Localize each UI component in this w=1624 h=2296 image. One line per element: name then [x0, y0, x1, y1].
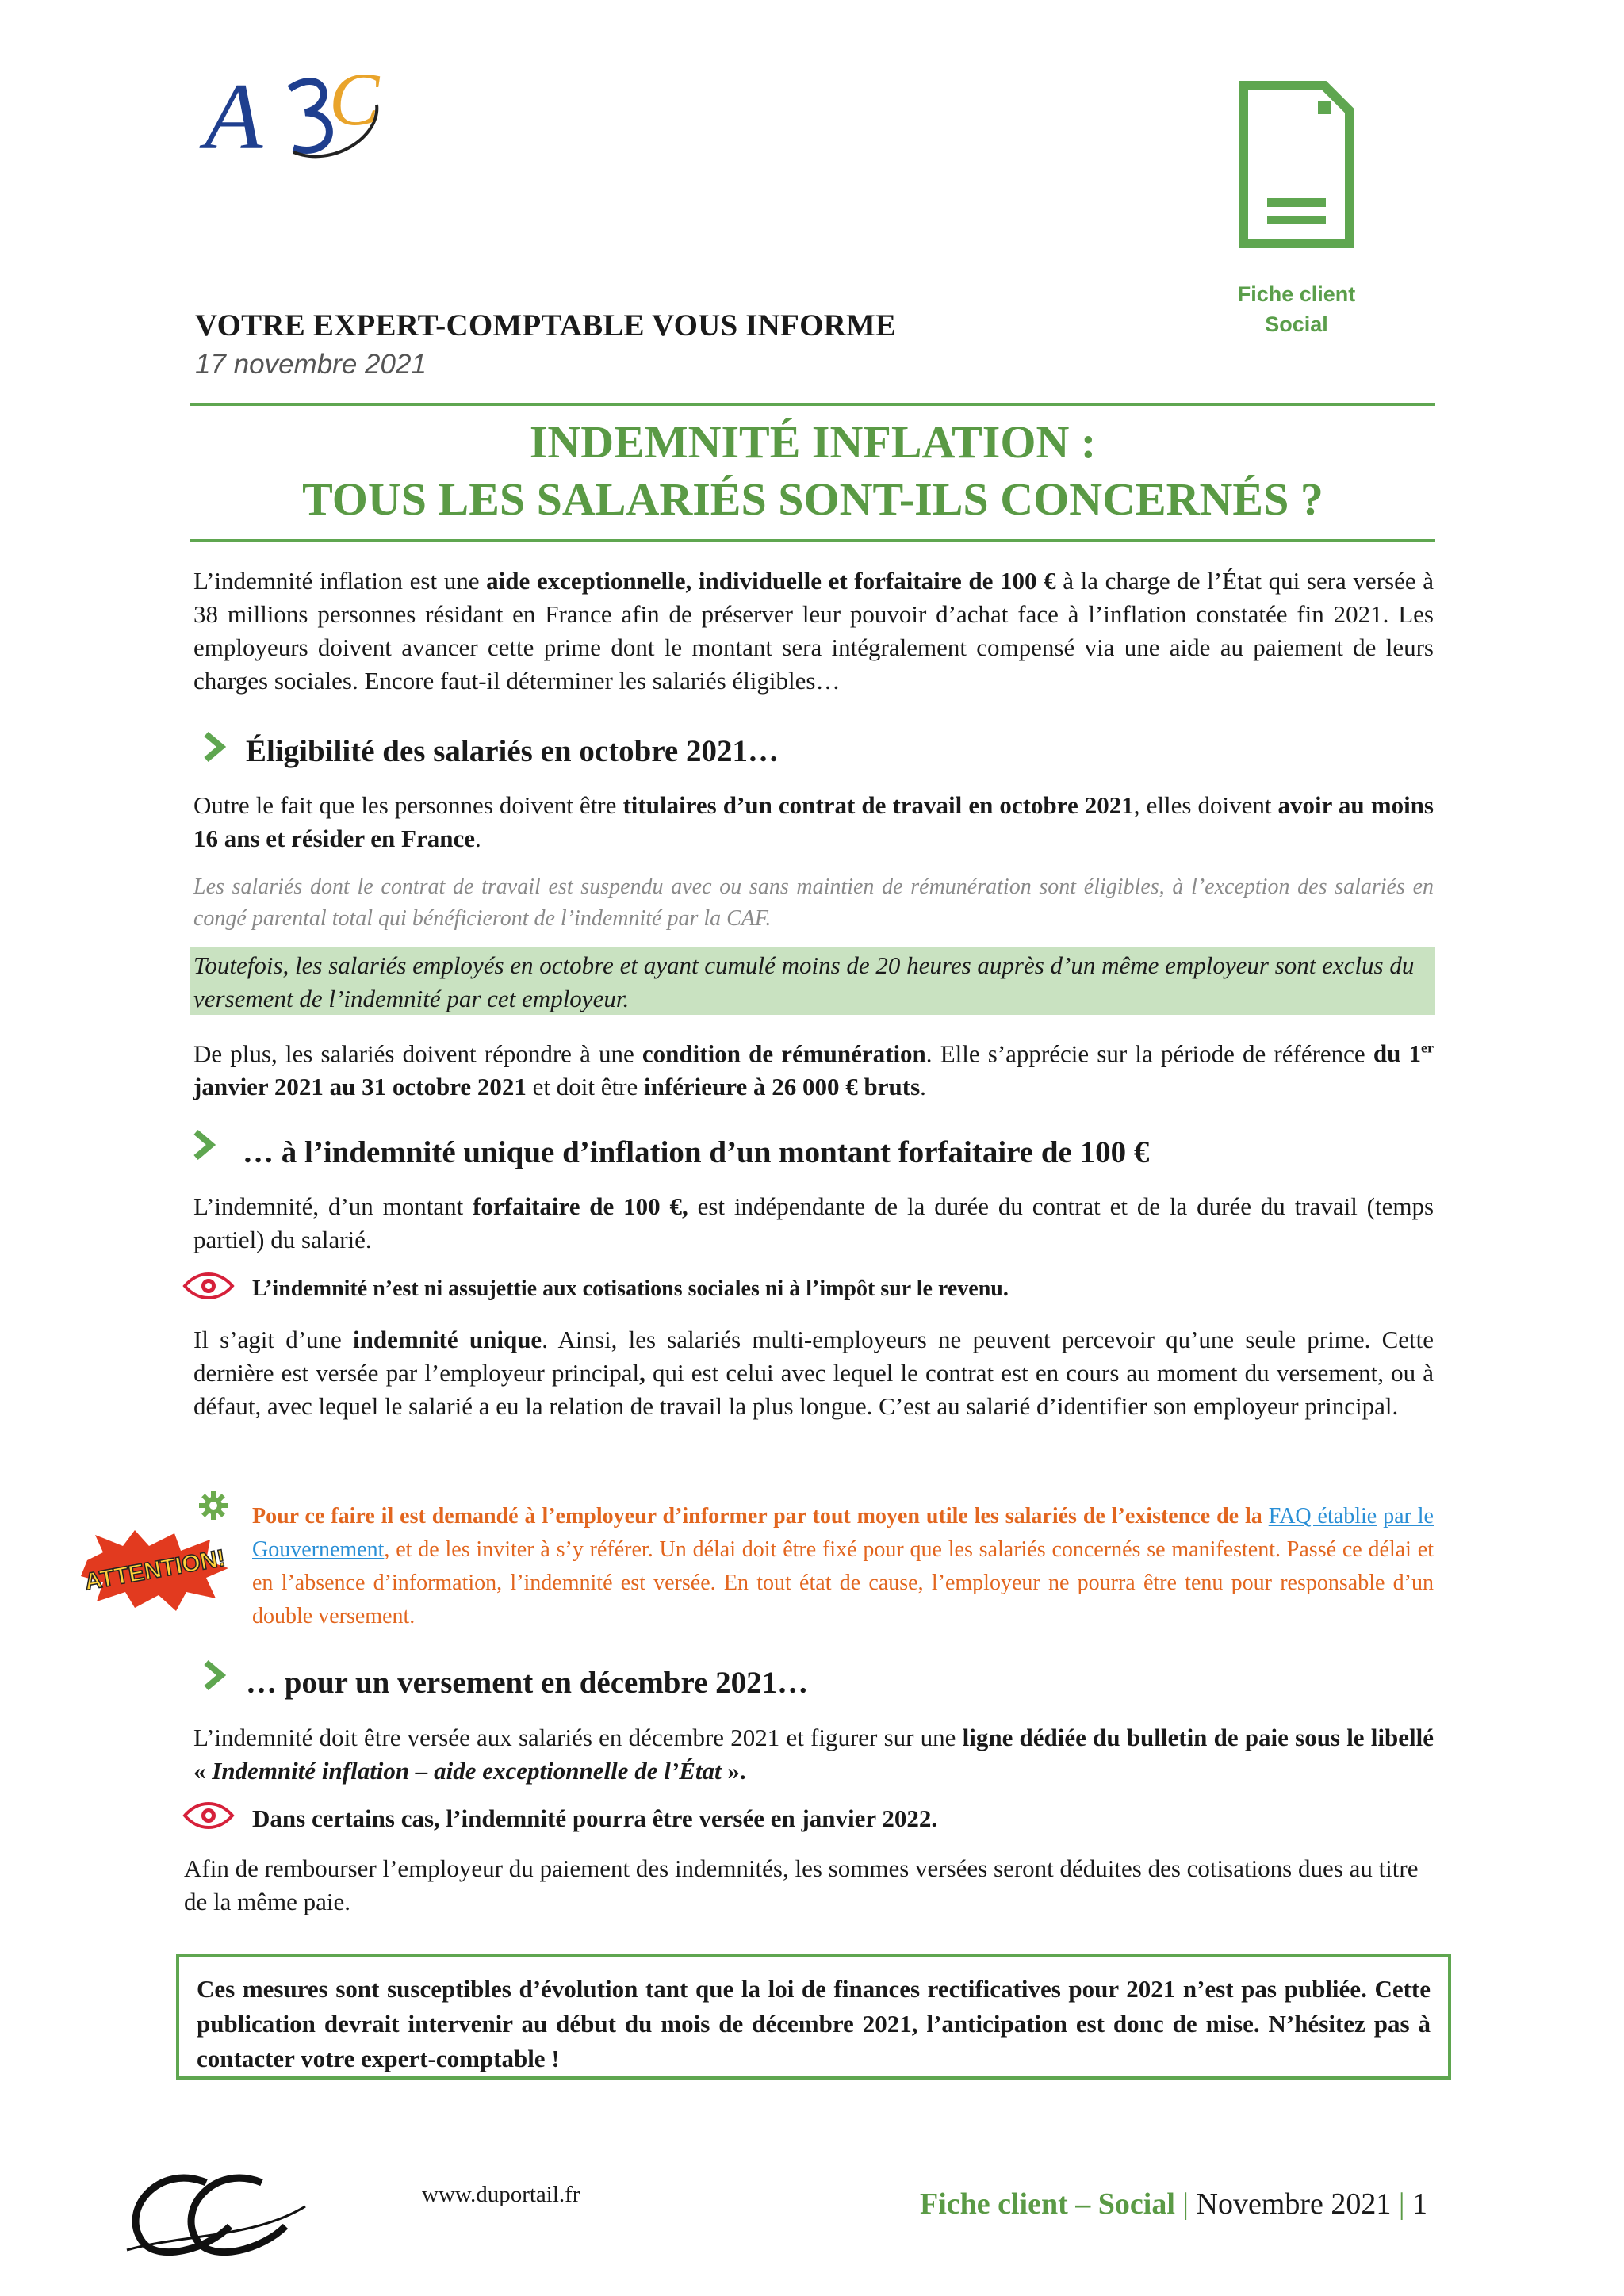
section1-paragraph: Outre le fait que les personnes doivent être titulaires d’un contrat de travail en octobre 2021, elles doivent avoir au moins 16 ans et résider en France. [193, 791, 1434, 852]
chevron-right-icon [202, 731, 226, 763]
gear-icon [198, 1490, 228, 1521]
section3-paragraph2: Afin de rembourser l’employeur du paiement des indemnités, les sommes versées seront déduites des cotisations dues au titre de la même paie. [184, 1854, 1419, 1915]
section3-heading: … pour un versement en décembre 2021… [246, 1666, 809, 1700]
eye-icon [182, 1272, 235, 1300]
footer-url: www.duportail.fr [422, 2182, 580, 2207]
chevron-right-icon [202, 1659, 226, 1691]
svg-text:A: A [205, 63, 263, 169]
section2-paragraph1: L’indemnité, d’un montant forfaitaire de 100 €, est indépendante de la durée du contrat et de la durée du travail (temps partiel) du salarié. [193, 1192, 1434, 1253]
section3-eye-note: Dans certains cas, l’indemnité pourra être versée en janvier 2022. [252, 1804, 938, 1832]
svg-text:C: C [329, 57, 380, 141]
intro-paragraph: L’indemnité inflation est une aide exceptionnelle, individuelle et forfaitaire de 100 € à la charge de l’État qui sera versée à 38 millions personnes résidant en France afin de préserver leur pouvoir d’achat face à l’inflation constatée fin 2021. Les employeurs doivent avancer cette prime dont le montant sera intégralement compensé via une aide au paiement de leurs charges sociales. Encore faut-il déterminer les salariés éligibles… [193, 567, 1434, 695]
highlight-text: Toutefois, les salariés employés en octobre et ayant cumulé moins de 20 heures auprès d’un même employeur sont exclus du versement de l’indemnité par cet employeur. [193, 951, 1415, 1012]
section3-paragraph1: L’indemnité doit être versée aux salariés en décembre 2021 et figurer sur une ligne dédiée du bulletin de paie sous le libellé « Indemnité inflation – aide exceptionnelle de l’État ». [193, 1724, 1434, 1785]
fiche-label [1205, 279, 1388, 339]
title-rule-top [190, 403, 1435, 406]
title-line1: INDEMNITÉ INFLATION : [529, 416, 1097, 468]
section2-paragraph2: Il s’agit d’une indemnité unique. Ainsi, les salariés multi-employeurs ne peuvent percevoir qu’une seule prime. Cette dernière est versée par l’employeur principal, qui est celui avec lequel le contrat est en cours au moment du versement, ou à défaut, avec lequel le salarié a eu la relation de travail la plus longue. C’est au salarié d’identifier son employeur principal. [193, 1326, 1434, 1420]
duportail-logo [111, 2163, 309, 2262]
attention-paragraph: Pour ce faire il est demandé à l’employeur d’informer par tout moyen utile les salariés de l’existence de la FAQ établie par le Gouvernement, et de les inviter à s’y référer. Un délai doit être fixé pour que les salariés concernés se manifestent. Passé ce délai et en l’absence d’information, l’indemnité est versée. En tout état de cause, l’employeur ne pourra être tenu pour responsable d’un double versement. [252, 1504, 1434, 1628]
footer-page-info: Fiche client – Social | Novembre 2021 | 1 [920, 2187, 1427, 2221]
publication-date: 17 novembre 2021 [195, 349, 427, 380]
remuneration-paragraph: De plus, les salariés doivent répondre à une condition de rémunération. Elle s’apprécie sur la période de référence du 1er janvier 2021 au 31 octobre 2021 et doit être inférieure à 26 000 € bruts. [193, 1039, 1434, 1101]
conclusion-box: Ces mesures sont susceptibles d’évolution tant que la loi de finances rectificatives pour 2021 n’est pas publiée. Cette publication devrait intervenir au début du mois de décembre 2021, l’anticipation est donc de mise. N’hésitez pas à contacter votre expert-comptable ! [176, 1954, 1451, 2080]
kicker: VOTRE EXPERT-COMPTABLE VOUS INFORME [195, 308, 897, 342]
section1-note: Les salariés dont le contrat de travail est suspendu avec ou sans maintien de rémunération sont éligibles, à l’exception des salariés en congé parental total qui bénéficieront de l’indemnité par la CAF. [193, 874, 1434, 931]
chevron-right-icon [192, 1129, 216, 1161]
section1-heading: Éligibilité des salariés en octobre 2021… [246, 734, 779, 768]
attention-badge [79, 1529, 232, 1614]
eye-icon [182, 1801, 235, 1830]
title-rule-bottom [190, 539, 1435, 542]
document-icon [1237, 79, 1356, 250]
fiche-label-line1: Fiche client [1237, 282, 1356, 306]
section2-heading: … à l’indemnité unique d’inflation d’un montant forfaitaire de 100 € [243, 1135, 1150, 1169]
page-title [190, 414, 1435, 528]
gouvernement-link[interactable]: par le Gouvernement [252, 1504, 1434, 1562]
faq-link[interactable]: FAQ établie [1268, 1504, 1377, 1529]
title-line2: TOUS LES SALARIÉS SONT-ILS CONCERNÉS ? [302, 473, 1323, 525]
a3c-logo [198, 57, 412, 176]
fiche-label-line2: Social [1265, 312, 1328, 336]
section2-eye-note: L’indemnité n’est ni assujettie aux cotisations sociales ni à l’impôt sur le revenu. [252, 1276, 1009, 1301]
svg-text:ATTENTION!: ATTENTION! [82, 1544, 228, 1596]
